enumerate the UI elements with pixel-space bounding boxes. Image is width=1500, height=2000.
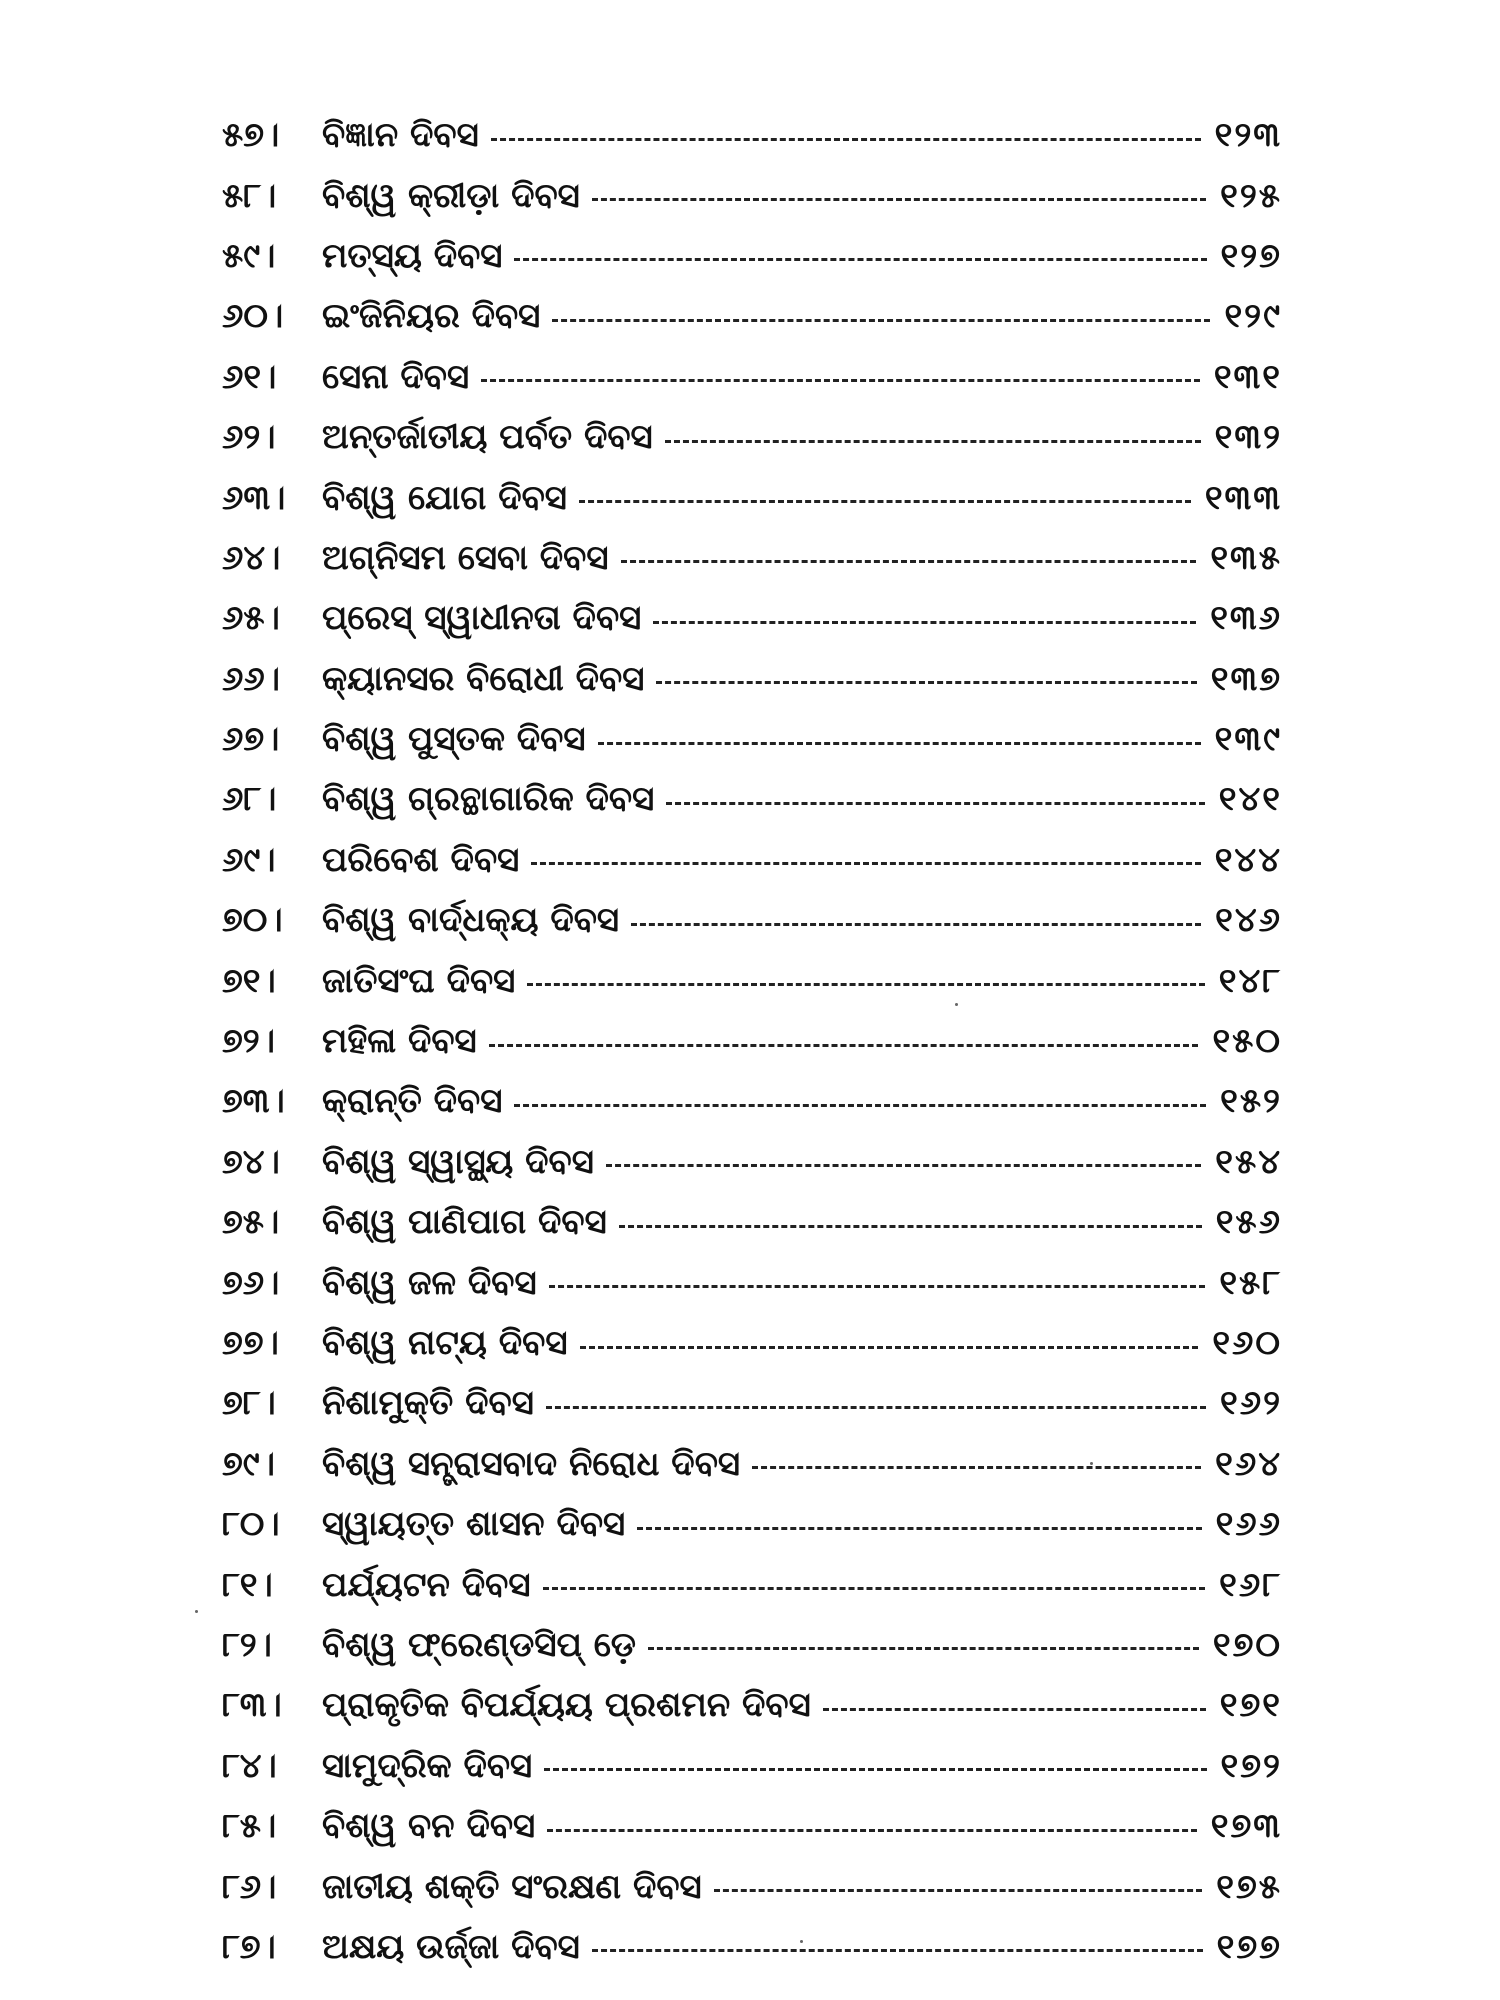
entry-title: ପ୍ରାକୃତିକ ବିପର୍ଯ୍ୟୟ ପ୍ରଶମନ ଦିବସ <box>322 1685 811 1726</box>
entry-title: ମହିଳା ଦିବସ <box>322 1021 477 1062</box>
entry-number: ୭୫। <box>222 1202 280 1243</box>
toc-entry <box>222 1373 1282 1433</box>
entry-page-number: ୧୨୭ <box>1220 235 1282 276</box>
toc-entry <box>222 950 1282 1010</box>
toc-entry <box>222 890 1282 950</box>
toc-entry <box>222 1554 1282 1614</box>
dotted-leader <box>491 138 1201 141</box>
entry-page-number: ୧୪୪ <box>1214 839 1282 880</box>
entry-title: ଅକ୍ଷୟ ଉର୍ଜ୍ଜା ଦିବସ <box>322 1926 580 1967</box>
entry-number: ୬୦। <box>222 296 284 337</box>
dotted-leader <box>489 1044 1199 1047</box>
entry-number: ୮୫। <box>222 1806 277 1847</box>
entry-number: ୭୭। <box>222 1323 279 1363</box>
entry-page-number: ୧୫୦ <box>1212 1021 1282 1062</box>
dotted-leader <box>579 500 1191 503</box>
entry-title: ବିଶ୍ୱ ଗ୍ରନ୍ଥାଗାରିକ ଦିବସ <box>322 779 655 820</box>
entry-page-number: ୧୭୦ <box>1212 1624 1282 1665</box>
entry-number: ୭୯। <box>222 1443 276 1484</box>
toc-entry <box>222 286 1282 346</box>
entry-number: ୮୩। <box>222 1685 282 1726</box>
entry-page-number: ୧୭୭ <box>1216 1926 1282 1967</box>
entry-number: ୬୨। <box>222 417 276 458</box>
entry-title: ବିଶ୍ୱ କ୍ରୀଡ଼ା ଦିବସ <box>322 175 580 216</box>
entry-number: ୬୮। <box>222 779 277 820</box>
entry-title: ବିଶ୍ୱ ପାଣିପାଗ ଦିବସ <box>322 1202 607 1243</box>
dotted-leader <box>631 923 1201 926</box>
entry-title: ପର୍ଯ୍ୟଟନ ଦିବସ <box>322 1564 531 1605</box>
entry-page-number: ୧୬୪ <box>1215 1443 1282 1484</box>
dotted-leader <box>531 862 1200 865</box>
entry-page-number: ୧୪୬ <box>1215 900 1282 941</box>
entry-title: କ୍ୟାନସର ବିରୋଧୀ ଦିବସ <box>322 658 645 699</box>
entry-title: ସାମୁଦ୍ରିକ ଦିବସ <box>322 1745 533 1786</box>
dotted-leader <box>546 1406 1206 1409</box>
dotted-leader <box>666 802 1204 805</box>
dotted-leader <box>656 681 1196 684</box>
toc-entry <box>222 1796 1282 1856</box>
entry-title: ଇଂଜିନିୟର ଦିବସ <box>322 296 541 337</box>
entry-title: ବିଶ୍ୱ ଫ୍ରେଣ୍ଡସିପ୍ ଡ଼େ <box>322 1624 636 1665</box>
dotted-leader <box>653 621 1196 624</box>
entry-title: ମତ୍ସ୍ୟ ଦିବସ <box>322 235 503 276</box>
entry-page-number: ୧୭୧ <box>1219 1685 1282 1726</box>
entry-page-number: ୧୫୪ <box>1215 1141 1282 1182</box>
entry-number: ୭୩। <box>222 1081 285 1122</box>
entry-number: ୬୭। <box>222 719 280 760</box>
entry-page-number: ୧୩୭ <box>1210 658 1282 699</box>
entry-page-number: ୧୩୨ <box>1214 417 1282 458</box>
entry-number: ୭୪। <box>222 1141 280 1182</box>
toc-entry <box>222 347 1282 407</box>
dotted-leader <box>714 1889 1203 1892</box>
entry-title: ନିଶାମୁକ୍ତି ଦିବସ <box>322 1383 534 1424</box>
paper-speck <box>800 1940 803 1943</box>
toc-entry <box>222 1192 1282 1252</box>
entry-page-number: ୧୭୨ <box>1220 1745 1282 1786</box>
entry-page-number: ୧୪୮ <box>1218 960 1282 1001</box>
entry-number: ୭୮। <box>222 1383 276 1424</box>
dotted-leader <box>619 1225 1202 1228</box>
toc-entry <box>222 769 1282 829</box>
entry-number: ୮୦। <box>222 1504 280 1545</box>
entry-title: ପ୍ରେସ୍ ସ୍ୱାଧୀନତା ଦିବସ <box>322 598 642 639</box>
entry-title: ସ୍ୱାୟତ୍ତ ଶାସନ ଦିବସ <box>322 1504 626 1545</box>
entry-page-number: ୧୩୩ <box>1204 477 1282 518</box>
dotted-leader <box>544 1768 1206 1771</box>
entry-title: ବିଶ୍ୱ ବାର୍ଦ୍ଧକ୍ୟ ଦିବସ <box>322 900 620 941</box>
entry-title: ବିଶ୍ୱ ଜଳ ଦିବସ <box>322 1262 537 1303</box>
toc-entry <box>222 1071 1282 1131</box>
toc-entry <box>222 226 1282 286</box>
entry-title: ବିଶ୍ୱ ଯୋଗ ଦିବସ <box>322 477 567 518</box>
entry-page-number: ୧୩୯ <box>1214 719 1282 760</box>
toc-entry <box>222 105 1282 165</box>
entry-page-number: ୧୩୧ <box>1213 356 1282 397</box>
entry-number: ୮୧। <box>222 1564 273 1605</box>
toc-entry <box>222 407 1282 467</box>
toc-entry <box>222 165 1282 225</box>
entry-page-number: ୧୫୬ <box>1215 1202 1282 1243</box>
entry-page-number: ୧୨୩ <box>1214 115 1282 156</box>
entry-title: ଅନ୍ତର୍ଜାତୀୟ ପର୍ବତ ଦିବସ <box>322 417 653 458</box>
entry-title: ଅଗ୍ନିସମ ସେବା ଦିବସ <box>322 537 609 578</box>
toc-entry <box>222 1011 1282 1071</box>
entry-page-number: ୧୫୨ <box>1220 1081 1282 1122</box>
dotted-leader <box>665 440 1201 443</box>
dotted-leader <box>543 1587 1206 1590</box>
entry-title: ଜାତୀୟ ଶକ୍ତି ସଂରକ୍ଷଣ ଦିବସ <box>322 1866 702 1907</box>
entry-page-number: ୧୬୦ <box>1212 1323 1282 1363</box>
entry-number: ୬୧। <box>222 356 277 397</box>
toc-entry <box>222 1434 1282 1494</box>
dotted-leader <box>592 198 1206 201</box>
entry-number: ୭୧। <box>222 960 276 1001</box>
entry-page-number: ୧୬୨ <box>1220 1383 1282 1424</box>
entry-number: ୮୬। <box>222 1866 277 1907</box>
dotted-leader <box>648 1647 1199 1650</box>
toc-entry <box>222 588 1282 648</box>
entry-number: ୭୬। <box>222 1262 280 1303</box>
entry-page-number: ୧୫୮ <box>1219 1262 1282 1303</box>
entry-number: ୬୬। <box>222 658 281 699</box>
entry-page-number: ୧୩୬ <box>1210 598 1282 639</box>
entry-number: ୬୯। <box>222 839 276 880</box>
dotted-leader <box>823 1708 1206 1711</box>
entry-page-number: ୧୭୩ <box>1210 1806 1282 1847</box>
toc-entry <box>222 1736 1282 1796</box>
entry-page-number: ୧୩୫ <box>1210 537 1282 578</box>
toc-entry <box>222 1856 1282 1916</box>
paper-speck <box>955 1003 958 1006</box>
paper-speck <box>1090 1462 1093 1465</box>
entry-number: ୮୪। <box>222 1745 277 1786</box>
table-of-contents <box>222 105 1282 1977</box>
entry-page-number: ୧୪୧ <box>1218 779 1282 820</box>
toc-entry <box>222 1917 1282 1977</box>
entry-number: ୬୩। <box>222 477 286 518</box>
entry-title: ବିଶ୍ୱ ପୁସ୍ତକ ଦିବସ <box>322 719 586 760</box>
entry-page-number: ୧୨୫ <box>1220 175 1282 216</box>
entry-page-number: ୧୬୮ <box>1219 1564 1282 1605</box>
dotted-leader <box>514 1104 1206 1107</box>
entry-title: ବିଶ୍ୱ ସ୍ୱାସ୍ଥ୍ୟ ଦିବସ <box>322 1141 594 1182</box>
entry-title: ବିଜ୍ଞାନ ଦିବସ <box>322 115 479 156</box>
entry-title: ଜାତିସଂଘ ଦିବସ <box>322 960 516 1001</box>
entry-title: ପରିବେଶ ଦିବସ <box>322 839 520 880</box>
entry-page-number: ୧୨୯ <box>1224 296 1282 337</box>
entry-number: ୮୭। <box>222 1926 276 1967</box>
dotted-leader <box>549 1285 1206 1288</box>
entry-title: ବିଶ୍ୱ ସନ୍ତ୍ରାସବାଦ ନିରୋଧ ଦିବସ <box>322 1443 741 1484</box>
toc-entry <box>222 709 1282 769</box>
dotted-leader <box>514 258 1206 261</box>
entry-number: ୬୫। <box>222 598 280 639</box>
dotted-leader <box>527 983 1204 986</box>
dotted-leader <box>752 1466 1201 1469</box>
dotted-leader <box>592 1949 1203 1952</box>
toc-entry <box>222 1252 1282 1312</box>
toc-entry <box>222 1313 1282 1373</box>
entry-number: ୮୨। <box>222 1624 272 1665</box>
toc-entry <box>222 649 1282 709</box>
entry-title: କ୍ରାନ୍ତି ଦିବସ <box>322 1081 503 1122</box>
dotted-leader <box>621 560 1197 563</box>
entry-title: ସେନା ଦିବସ <box>322 356 470 397</box>
entry-number: ୫୯। <box>222 235 276 276</box>
entry-number: ୬୪। <box>222 537 281 578</box>
dotted-leader <box>606 1164 1201 1167</box>
toc-entry <box>222 1615 1282 1675</box>
entry-number: ୭୨। <box>222 1021 276 1062</box>
entry-number: ୫୭। <box>222 115 280 156</box>
dotted-leader <box>481 379 1200 382</box>
toc-entry <box>222 467 1282 527</box>
dotted-leader <box>598 742 1201 745</box>
entry-number: ୭୦। <box>222 900 283 941</box>
dotted-leader <box>637 1527 1201 1530</box>
toc-entry <box>222 528 1282 588</box>
toc-entry <box>222 1132 1282 1192</box>
paper-speck <box>195 1610 198 1613</box>
entry-title: ବିଶ୍ୱ ବନ ଦିବସ <box>322 1806 536 1847</box>
toc-entry <box>222 830 1282 890</box>
entry-number: ୫୮। <box>222 175 277 216</box>
toc-entry <box>222 1494 1282 1554</box>
toc-entry <box>222 1675 1282 1735</box>
entry-title: ବିଶ୍ୱ ନାଟ୍ୟ ଦିବସ <box>322 1323 568 1363</box>
entry-page-number: ୧୭୫ <box>1216 1866 1282 1907</box>
dotted-leader <box>547 1829 1197 1832</box>
dotted-leader <box>552 319 1210 322</box>
dotted-leader <box>580 1346 1199 1349</box>
entry-page-number: ୧୬୬ <box>1215 1504 1282 1545</box>
